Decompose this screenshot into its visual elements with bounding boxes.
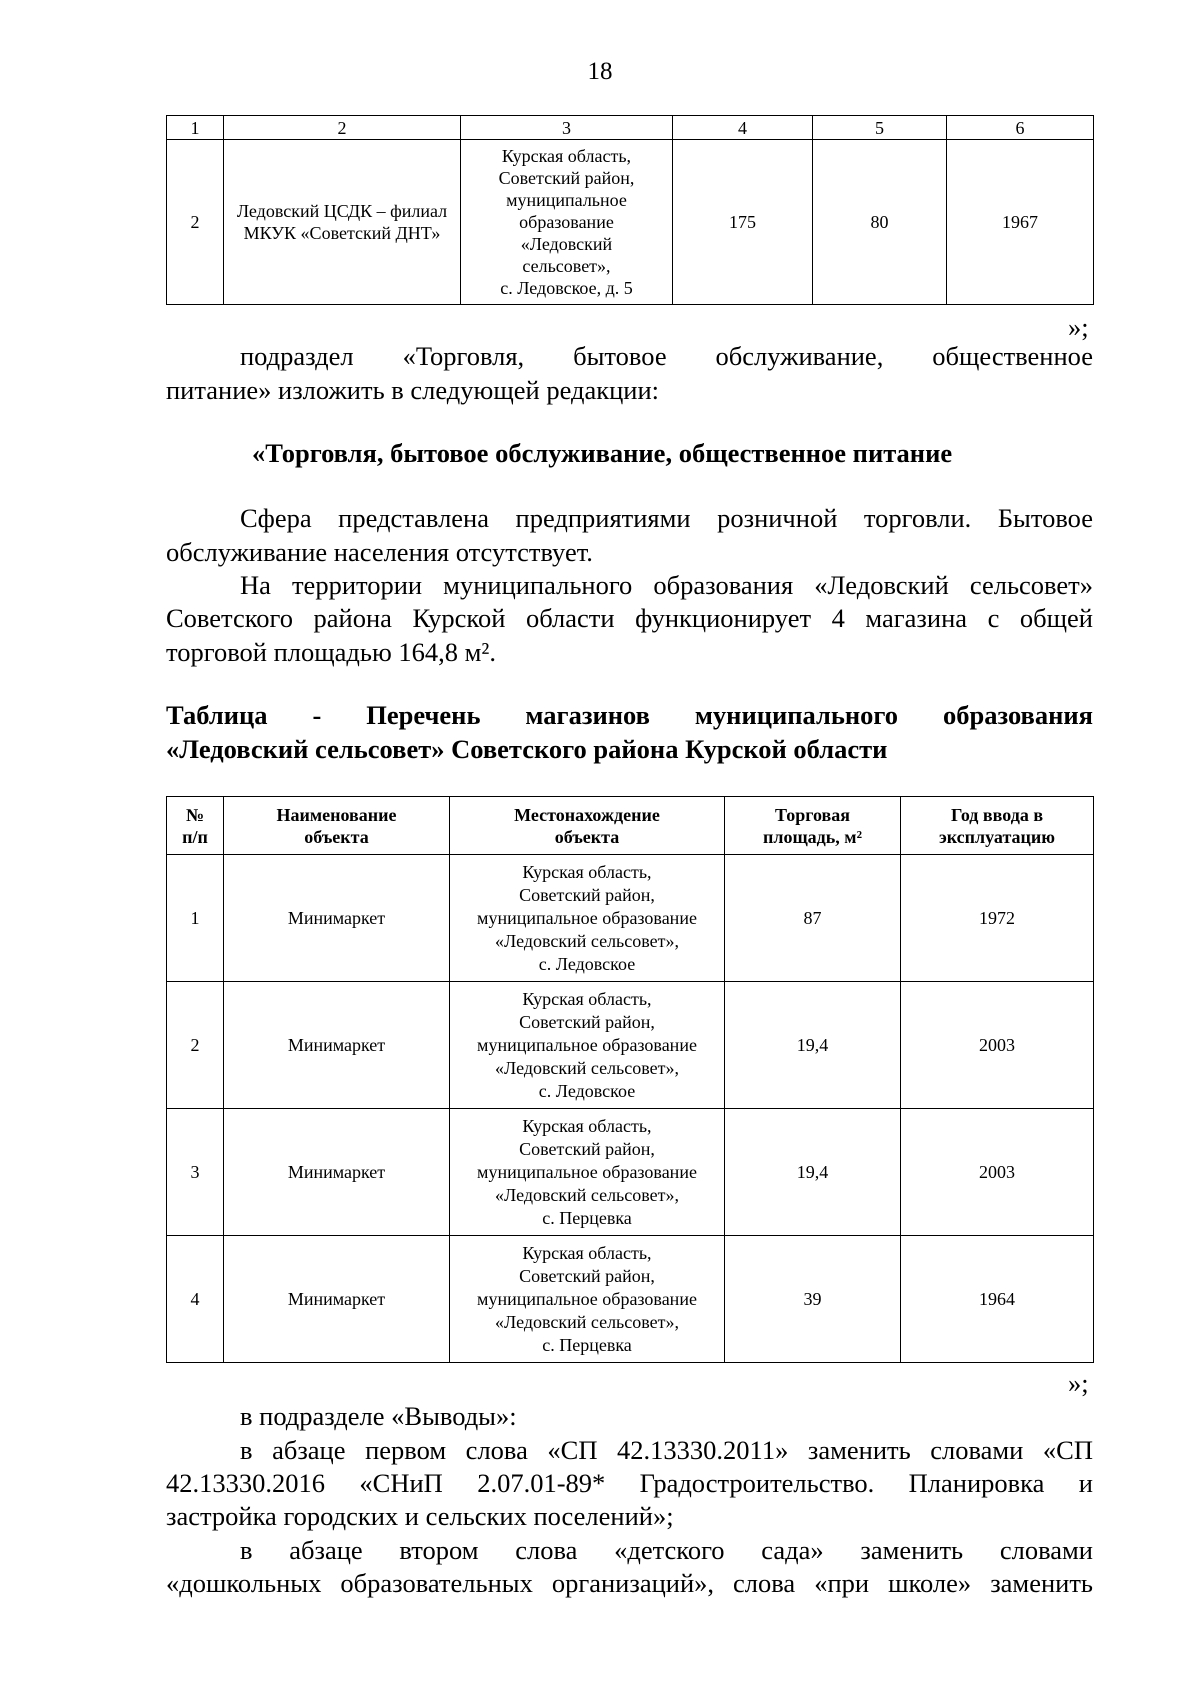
table-header-row	[167, 797, 1094, 855]
paragraph-territory-line1: На территории муниципального образования «Ледовский сельсовет»	[240, 570, 1093, 600]
year-cell: 1972	[901, 855, 1094, 982]
paragraph-territory-line2: Советского района Курской области функционирует 4 магазина с общей	[166, 603, 1093, 633]
paragraph-second-line1: в абзаце втором слова «детского сада» заменить словами	[240, 1535, 1093, 1565]
object-location: Курская область, Советский район, муниципальное образование «Ледовский сельсовет», с. Перцевка	[450, 1109, 725, 1236]
area-cell: 19,4	[725, 982, 901, 1109]
shops-table	[166, 796, 1094, 1363]
paragraph-first-line2: 42.13330.2016 «СНиП 2.07.01-89* Градостроительство. Планировка и	[166, 1468, 1093, 1498]
paragraph-second-line2: «дошкольных образовательных организаций», слова «при школе» заменить	[166, 1568, 1093, 1598]
paragraph-intro-line1: подраздел «Торговля, бытовое обслуживание, общественное	[240, 341, 1094, 371]
object-name: Минимаркет	[224, 982, 450, 1109]
paragraph-first-line1: в абзаце первом слова «СП 42.13330.2011» заменить словами «СП	[240, 1435, 1093, 1465]
year-cell: 1964	[901, 1236, 1094, 1363]
table-caption-line1: Таблица - Перечень магазинов муниципального образования	[166, 700, 1093, 730]
section-heading: «Торговля, бытовое обслуживание, общественное питание	[252, 438, 953, 468]
column-number: 1	[167, 116, 224, 140]
object-name: Ледовский ЦСДК – филиал МКУК «Советский ДНТ»	[224, 140, 461, 305]
table-caption-line2: «Ледовский сельсовет» Советского района Курской области	[166, 734, 888, 764]
column-number: 6	[947, 116, 1094, 140]
object-name: Минимаркет	[224, 855, 450, 982]
column-number-row	[167, 116, 1094, 140]
year-cell: 2003	[901, 982, 1094, 1109]
table-row	[167, 140, 1094, 305]
continued-table	[166, 115, 1094, 305]
closing-quote: »;	[1068, 1368, 1089, 1398]
column-header-location: Местонахождение объекта	[450, 797, 725, 855]
paragraph-territory-line3: торговой площадью 164,8 м².	[166, 637, 496, 667]
value-cell: 175	[673, 140, 813, 305]
column-header-name: Наименование объекта	[224, 797, 450, 855]
year-cell: 2003	[901, 1109, 1094, 1236]
page-number: 18	[587, 58, 613, 85]
table-row	[167, 982, 1094, 1109]
column-header-year: Год ввода в эксплуатацию	[901, 797, 1094, 855]
column-number: 5	[813, 116, 947, 140]
column-header-number: № п/п	[167, 797, 224, 855]
row-number: 2	[167, 140, 224, 305]
object-name: Минимаркет	[224, 1236, 450, 1363]
year-cell: 1967	[947, 140, 1094, 305]
paragraph-sphere-line2: обслуживание населения отсутствует.	[166, 537, 593, 567]
object-location: Курская область, Советский район, муниципальное образование «Ледовский сельсовет», с. Ледовское	[450, 982, 725, 1109]
table-row	[167, 1236, 1094, 1363]
row-number: 1	[167, 855, 224, 982]
table-row	[167, 1109, 1094, 1236]
column-number: 2	[224, 116, 461, 140]
area-cell: 87	[725, 855, 901, 982]
area-cell: 39	[725, 1236, 901, 1363]
paragraph-first-line3: застройка городских и сельских поселений»;	[166, 1501, 674, 1531]
object-location: Курская область, Советский район, муниципальное образование «Ледовский сельсовет», с. Ледовское, д. 5	[461, 140, 673, 305]
value-cell: 80	[813, 140, 947, 305]
area-cell: 19,4	[725, 1109, 901, 1236]
row-number: 2	[167, 982, 224, 1109]
object-location: Курская область, Советский район, муниципальное образование «Ледовский сельсовет», с. Перцевка	[450, 1236, 725, 1363]
table-row	[167, 855, 1094, 982]
column-header-area: Торговая площадь, м²	[725, 797, 901, 855]
object-name: Минимаркет	[224, 1109, 450, 1236]
row-number: 4	[167, 1236, 224, 1363]
paragraph-sphere-line1: Сфера представлена предприятиями розничной торговли. Бытовое	[240, 503, 1093, 533]
column-number: 4	[673, 116, 813, 140]
paragraph-conclusions: в подразделе «Выводы»:	[240, 1401, 517, 1431]
object-location: Курская область, Советский район, муниципальное образование «Ледовский сельсовет», с. Ледовское	[450, 855, 725, 982]
paragraph-intro-line2: питание» изложить в следующей редакции:	[166, 375, 660, 405]
row-number: 3	[167, 1109, 224, 1236]
column-number: 3	[461, 116, 673, 140]
closing-quote: »;	[1068, 312, 1089, 342]
